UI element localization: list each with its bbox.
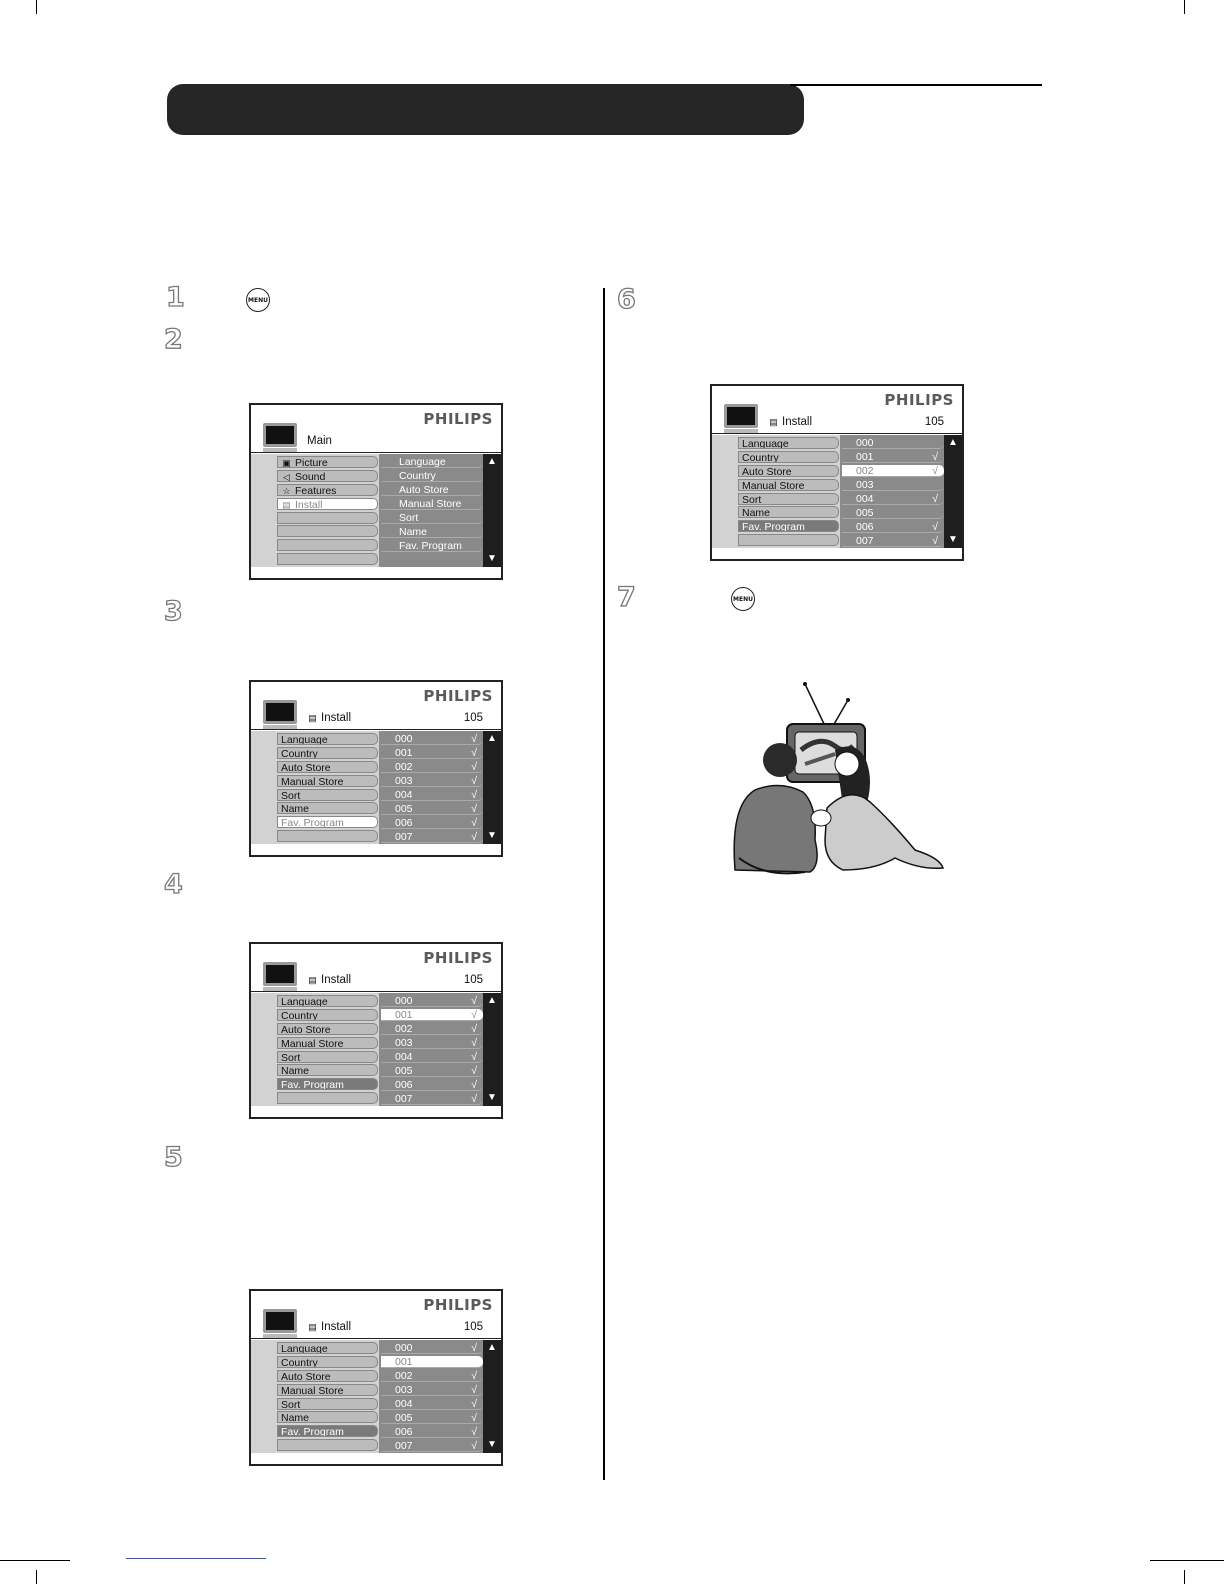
screen-footer xyxy=(251,1454,501,1464)
program-row[interactable]: 000 √ xyxy=(381,1342,483,1354)
step-number: 1 xyxy=(166,282,184,313)
install-item[interactable]: Auto Store xyxy=(738,465,839,477)
install-item[interactable]: Auto Store xyxy=(277,1370,378,1382)
program-row[interactable]: 006 √ xyxy=(381,817,483,829)
program-row[interactable]: 003 √ xyxy=(381,1037,483,1049)
install-item[interactable]: Fav. Program xyxy=(277,816,378,828)
check-icon: √ xyxy=(471,1440,477,1452)
tv-screen-main-menu xyxy=(249,403,503,580)
step-number: 4 xyxy=(164,869,182,900)
install-item[interactable]: Name xyxy=(277,1064,378,1076)
submenu-item[interactable]: Country xyxy=(381,470,483,482)
menu-body xyxy=(712,435,962,548)
program-row[interactable]: 003 √ xyxy=(381,775,483,787)
check-icon: √ xyxy=(471,1037,477,1049)
couple-watching-tv-illustration xyxy=(725,680,950,880)
philips-logo: PHILIPS xyxy=(423,949,493,967)
menu-body xyxy=(251,454,501,567)
menu-item-sound[interactable]: ◁ Sound xyxy=(277,470,378,482)
install-item[interactable]: Sort xyxy=(738,493,839,505)
crop-mark xyxy=(1150,1560,1224,1561)
tv-icon xyxy=(263,962,297,986)
check-icon: √ xyxy=(471,1079,477,1091)
step-number: 7 xyxy=(617,582,635,613)
program-row[interactable]: 001 xyxy=(381,1356,483,1368)
menu-item-empty xyxy=(277,512,378,524)
menu-item-empty xyxy=(277,553,378,565)
check-icon: √ xyxy=(471,1398,477,1410)
program-row[interactable]: 001 √ xyxy=(381,747,483,759)
program-row[interactable]: 006 √ xyxy=(381,1426,483,1438)
header-divider xyxy=(251,1338,501,1339)
program-row[interactable]: 003 √ xyxy=(381,1384,483,1396)
program-row[interactable]: 002 √ xyxy=(381,761,483,773)
menu-item-install[interactable]: ▤ Install xyxy=(277,498,378,510)
check-icon: √ xyxy=(471,1065,477,1077)
main-menu-left xyxy=(277,456,378,567)
header-divider xyxy=(251,452,501,453)
program-row[interactable]: 002 √ xyxy=(381,1023,483,1035)
program-row[interactable]: 002 √ xyxy=(842,465,944,477)
tv-icon xyxy=(263,1309,297,1333)
scrollbar[interactable] xyxy=(483,731,501,844)
submenu-item[interactable]: Manual Store xyxy=(381,498,483,510)
check-icon: √ xyxy=(471,1051,477,1063)
program-row[interactable]: 004 √ xyxy=(381,789,483,801)
program-row[interactable]: 006 √ xyxy=(842,521,944,533)
install-item[interactable]: Name xyxy=(738,506,839,518)
check-icon: √ xyxy=(471,733,477,745)
program-list xyxy=(379,731,485,844)
tv-icon xyxy=(263,423,297,447)
check-icon: √ xyxy=(471,1426,477,1438)
install-menu-left xyxy=(277,995,378,1106)
program-row[interactable]: 002 √ xyxy=(381,1370,483,1382)
install-item-empty xyxy=(738,534,839,546)
scroll-down-icon[interactable]: ▼ xyxy=(487,1092,497,1103)
menu-body xyxy=(251,993,501,1106)
check-icon: √ xyxy=(471,1023,477,1035)
program-row[interactable]: 005 √ xyxy=(381,1412,483,1424)
program-row[interactable]: 007 √ xyxy=(381,1093,483,1105)
install-item[interactable]: Language xyxy=(277,733,378,745)
program-row[interactable]: 001 √ xyxy=(381,1009,483,1021)
scroll-up-icon[interactable]: ▲ xyxy=(487,995,497,1006)
menu-button-icon: MENU xyxy=(246,288,270,312)
check-icon: √ xyxy=(471,1342,477,1354)
install-item[interactable]: Sort xyxy=(277,1051,378,1063)
check-icon: √ xyxy=(471,803,477,815)
program-row[interactable]: 001 √ xyxy=(842,451,944,463)
install-icon: ▤ xyxy=(308,975,317,985)
step-number: 2 xyxy=(164,324,182,355)
program-row[interactable]: 004 √ xyxy=(842,493,944,505)
menu-header: ▤ Install xyxy=(308,712,352,724)
scroll-down-icon[interactable]: ▼ xyxy=(487,830,497,841)
install-item-empty xyxy=(277,1439,378,1451)
check-icon: √ xyxy=(471,1093,477,1105)
check-icon: √ xyxy=(932,535,938,547)
menu-header: Main xyxy=(307,435,332,447)
submenu-item[interactable]: Language xyxy=(381,456,483,468)
title-rule xyxy=(790,84,1042,86)
scrollbar[interactable] xyxy=(483,993,501,1106)
column-divider xyxy=(603,288,605,1480)
program-row[interactable]: 000 √ xyxy=(381,733,483,745)
scroll-down-icon[interactable]: ▼ xyxy=(948,534,958,545)
install-item[interactable]: Auto Store xyxy=(277,761,378,773)
screen-footer xyxy=(251,568,501,578)
program-row[interactable]: 007 √ xyxy=(842,535,944,547)
check-icon: √ xyxy=(471,817,477,829)
submenu-item[interactable]: Sort xyxy=(381,512,483,524)
program-row[interactable]: 004 √ xyxy=(381,1398,483,1410)
install-icon: ▤ xyxy=(282,499,291,510)
check-icon: √ xyxy=(471,775,477,787)
main-menu-right xyxy=(379,454,485,567)
check-icon: √ xyxy=(471,1370,477,1382)
crop-mark xyxy=(36,0,37,14)
crop-mark xyxy=(1184,1570,1185,1584)
scroll-up-icon[interactable]: ▲ xyxy=(487,733,497,744)
program-row[interactable]: 005 √ xyxy=(381,803,483,815)
program-row[interactable]: 005 √ xyxy=(381,1065,483,1077)
install-item-empty xyxy=(277,1092,378,1104)
screen-footer xyxy=(712,549,962,559)
program-list xyxy=(840,435,946,548)
install-item[interactable]: Country xyxy=(738,451,839,463)
crop-mark xyxy=(36,1570,37,1584)
crop-mark xyxy=(0,1560,70,1561)
program-list xyxy=(379,1340,485,1453)
step-number: 5 xyxy=(164,1142,182,1173)
program-number: 105 xyxy=(463,712,483,724)
program-row[interactable]: 006 √ xyxy=(381,1079,483,1091)
menu-header: ▤ Install xyxy=(769,416,813,428)
philips-logo: PHILIPS xyxy=(423,1296,493,1314)
check-icon: √ xyxy=(932,521,938,533)
install-icon: ▤ xyxy=(308,713,317,723)
install-item[interactable]: Language xyxy=(277,1342,378,1354)
star-icon: ☆ xyxy=(282,485,291,496)
program-row[interactable]: 004 √ xyxy=(381,1051,483,1063)
install-item[interactable]: Name xyxy=(277,802,378,814)
philips-logo: PHILIPS xyxy=(884,391,954,409)
install-item[interactable]: Manual Store xyxy=(277,1384,378,1396)
scrollbar[interactable] xyxy=(944,435,962,548)
check-icon: √ xyxy=(471,747,477,759)
install-icon: ▤ xyxy=(308,1322,317,1332)
check-icon: √ xyxy=(932,465,938,477)
program-row[interactable]: 005 xyxy=(842,507,944,519)
install-item[interactable]: Manual Store xyxy=(738,479,839,491)
screen-footer xyxy=(251,845,501,855)
section-title-bar xyxy=(167,84,804,135)
install-item[interactable]: Auto Store xyxy=(277,1023,378,1035)
menu-item-picture[interactable]: ▣ Picture xyxy=(277,456,378,468)
tv-icon xyxy=(724,404,758,428)
menu-body xyxy=(251,1340,501,1453)
menu-item-features[interactable]: ☆ Features xyxy=(277,484,378,496)
check-icon: √ xyxy=(471,1412,477,1424)
program-number: 105 xyxy=(463,974,483,986)
link-underline xyxy=(126,1558,266,1559)
tv-screen-install-step3 xyxy=(249,680,503,857)
install-menu-left xyxy=(738,437,839,548)
scrollbar[interactable] xyxy=(483,454,501,567)
install-item[interactable]: Country xyxy=(277,747,378,759)
program-row[interactable]: 003 xyxy=(842,479,944,491)
check-icon: √ xyxy=(471,789,477,801)
program-row[interactable]: 000 √ xyxy=(381,995,483,1007)
install-item[interactable]: Manual Store xyxy=(277,1037,378,1049)
menu-body xyxy=(251,731,501,844)
check-icon: √ xyxy=(932,451,938,463)
program-number: 105 xyxy=(463,1321,483,1333)
scroll-up-icon[interactable]: ▲ xyxy=(948,437,958,448)
step-number: 3 xyxy=(164,596,182,627)
install-item[interactable]: Sort xyxy=(277,1398,378,1410)
scrollbar[interactable] xyxy=(483,1340,501,1453)
install-icon: ▤ xyxy=(769,417,778,427)
submenu-item[interactable]: Name xyxy=(381,526,483,538)
menu-item-empty xyxy=(277,525,378,537)
check-icon: √ xyxy=(471,995,477,1007)
menu-header: ▤ Install xyxy=(308,974,352,986)
scroll-up-icon[interactable]: ▲ xyxy=(487,456,497,467)
tv-screen-install-step5 xyxy=(249,1289,503,1466)
picture-icon: ▣ xyxy=(282,458,291,468)
install-item[interactable]: Sort xyxy=(277,789,378,801)
scroll-down-icon[interactable]: ▼ xyxy=(487,1439,497,1450)
check-icon: √ xyxy=(471,831,477,843)
check-icon: √ xyxy=(471,1384,477,1396)
speaker-icon: ◁ xyxy=(283,471,290,482)
menu-header: ▤ Install xyxy=(308,1321,352,1333)
philips-logo: PHILIPS xyxy=(423,410,493,428)
program-number: 105 xyxy=(924,416,944,428)
header-divider xyxy=(251,991,501,992)
install-item[interactable]: Language xyxy=(738,437,839,449)
screen-footer xyxy=(251,1107,501,1117)
program-list xyxy=(379,993,485,1106)
program-row[interactable]: 007 √ xyxy=(381,831,483,843)
tv-icon xyxy=(263,700,297,724)
submenu-item[interactable]: Auto Store xyxy=(381,484,483,496)
install-item-empty xyxy=(277,830,378,842)
header-divider xyxy=(251,729,501,730)
submenu-item[interactable]: Fav. Program xyxy=(381,540,483,552)
check-icon: √ xyxy=(932,493,938,505)
install-item[interactable]: Fav. Program xyxy=(277,1078,378,1090)
crop-mark xyxy=(1184,0,1185,14)
menu-button-icon: MENU xyxy=(731,587,755,611)
scroll-down-icon[interactable]: ▼ xyxy=(487,553,497,564)
philips-logo: PHILIPS xyxy=(423,687,493,705)
program-row[interactable]: 000 xyxy=(842,437,944,449)
install-menu-left xyxy=(277,733,378,844)
install-item[interactable]: Language xyxy=(277,995,378,1007)
program-row[interactable]: 007 √ xyxy=(381,1440,483,1452)
check-icon: √ xyxy=(471,1009,477,1021)
install-item[interactable]: Fav. Program xyxy=(277,1425,378,1437)
tv-screen-install-step6 xyxy=(710,384,964,561)
install-item[interactable]: Country xyxy=(277,1009,378,1021)
menu-item-empty xyxy=(277,539,378,551)
install-item[interactable]: Fav. Program xyxy=(738,520,839,532)
install-item[interactable]: Name xyxy=(277,1411,378,1423)
tv-screen-install-step4 xyxy=(249,942,503,1119)
install-item[interactable]: Country xyxy=(277,1356,378,1368)
check-icon: √ xyxy=(471,761,477,773)
step-number: 6 xyxy=(617,284,635,315)
header-divider xyxy=(712,433,962,434)
install-menu-left xyxy=(277,1342,378,1453)
install-item[interactable]: Manual Store xyxy=(277,775,378,787)
scroll-up-icon[interactable]: ▲ xyxy=(487,1342,497,1353)
